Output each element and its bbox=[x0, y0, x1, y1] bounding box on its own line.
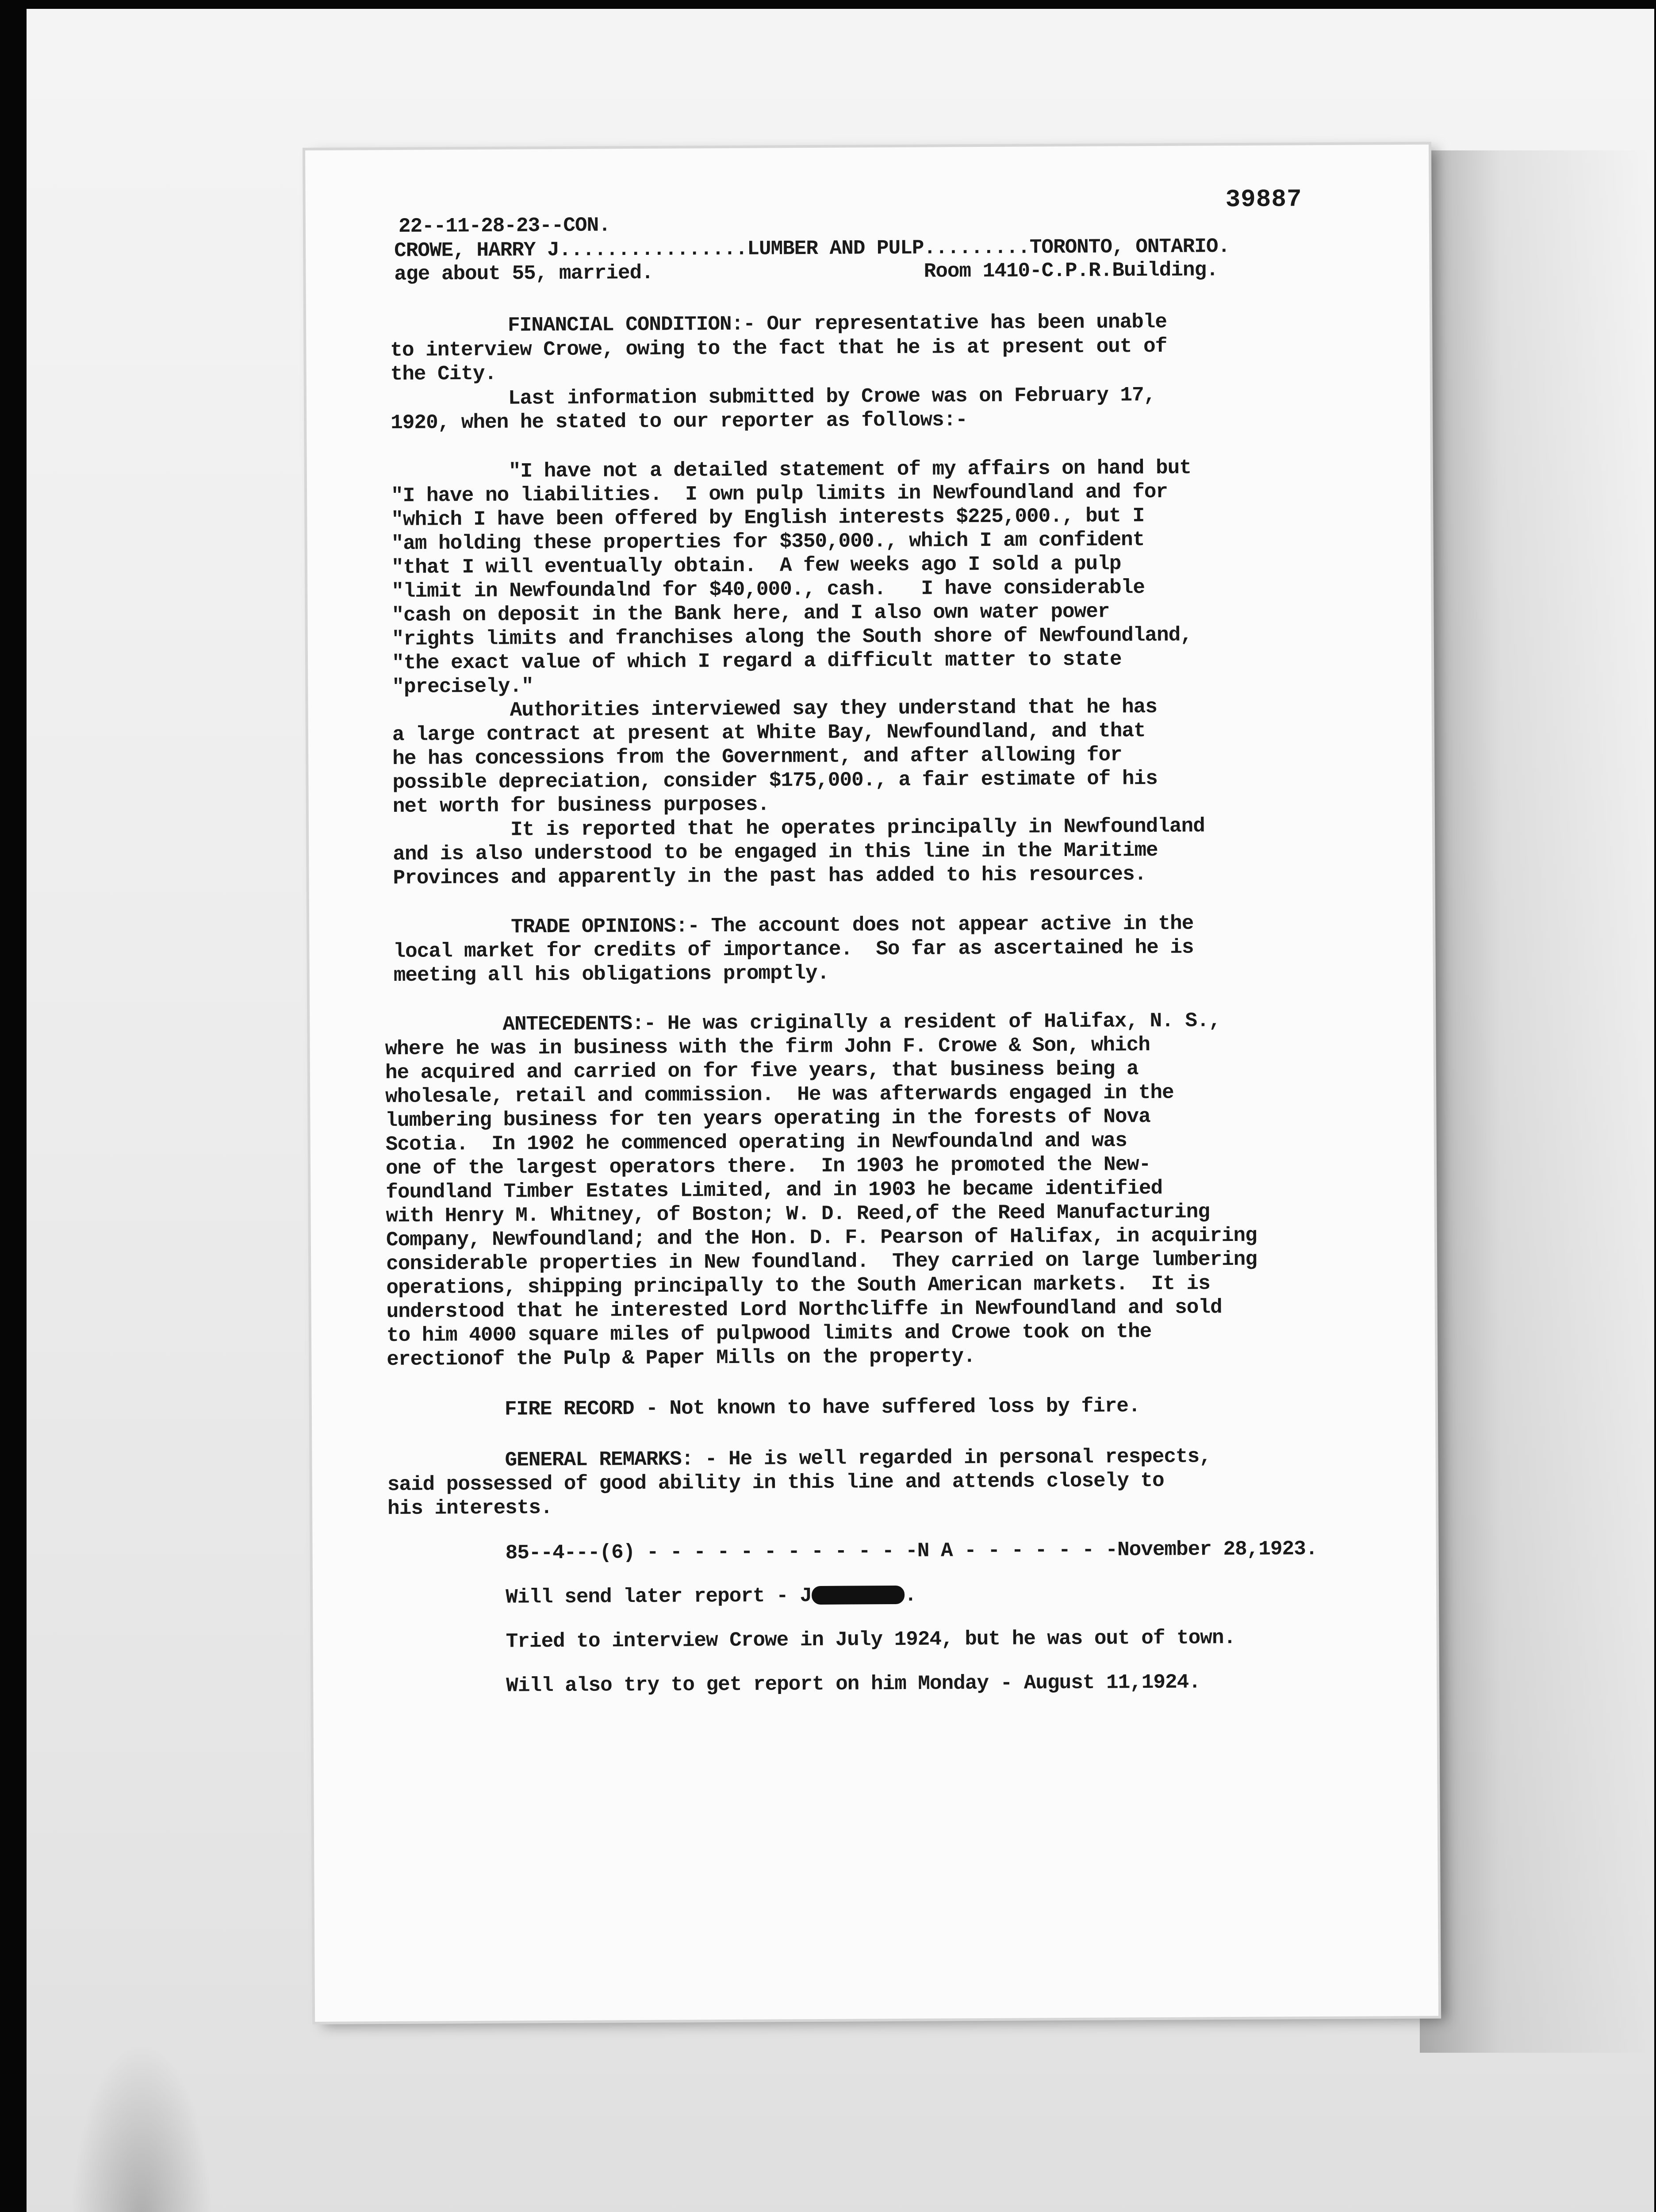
document-line: FIRE RECORD - Not known to have suffered loss by fire. bbox=[387, 1394, 1140, 1422]
document-line-text: Will send later report - J bbox=[387, 1584, 812, 1610]
document-line: "cash on deposit in the Bank here, and I also own water power bbox=[391, 600, 1110, 627]
document-line: possible depreciation, consider $175,000., a fair estimate of his bbox=[392, 767, 1158, 794]
document-line: It is reported that he operates principally in Newfoundland bbox=[392, 814, 1205, 842]
document-line: said possessed of good ability in this line and attends closely to bbox=[387, 1469, 1164, 1497]
document-line: operations, shipping principally to the South American markets. It is bbox=[386, 1272, 1210, 1300]
document-line: ANTECEDENTS:- He was criginally a resident of Halifax, N. S., bbox=[385, 1009, 1221, 1037]
document-line: considerable properties in New foundland. They carried on large lumbering bbox=[386, 1248, 1257, 1276]
document-line: local market for credits of importance. So far as ascertained he is bbox=[393, 936, 1194, 963]
document-line: 22--11-28-23--CON. bbox=[398, 214, 610, 238]
document-line: GENERAL REMARKS: - He is well regarded in personal respects, bbox=[387, 1445, 1211, 1473]
document-line: Scotia. In 1902 he commenced operating in Newfoundalnd and was bbox=[385, 1129, 1127, 1156]
document-line: and is also understood to be engaged in this line in the Maritime bbox=[393, 838, 1158, 866]
document-line: Will also try to get report on him Monday - August 11,1924. bbox=[388, 1671, 1201, 1698]
document-line: "I have no liabilities. I own pulp limits in Newfoundland and for bbox=[391, 480, 1168, 507]
document-line: Provinces and apparently in the past has added to his resources. bbox=[393, 863, 1146, 890]
document-line: Tried to interview Crowe in July 1924, but he was out of town. bbox=[388, 1626, 1236, 1654]
document-line: age about 55, married. Room 1410-C.P.R.Building. bbox=[394, 258, 1218, 286]
frame-shadow bbox=[1420, 150, 1650, 2053]
frame-shadow bbox=[71, 2044, 212, 2212]
document-line: "am holding these properties for $350,000., which I am confident bbox=[391, 528, 1145, 555]
document-line: "that I will eventually obtain. A few weeks ago I sold a pulp bbox=[391, 552, 1121, 579]
document-line: "rights limits and franchises along the South shore of Newfoundland, bbox=[391, 623, 1192, 651]
document-line: where he was in business with the firm John F. Crowe & Son, which bbox=[385, 1033, 1150, 1061]
document-line bbox=[388, 1585, 916, 1608]
document-line: wholesale, retail and commission. He was afterwards engaged in the bbox=[385, 1081, 1174, 1109]
document-line: his interests. bbox=[387, 1496, 552, 1521]
document-number: 39887 bbox=[1225, 185, 1302, 214]
document-line: Company, Newfoundland; and the Hon. D. F. Pearson of Halifax, in acquiring bbox=[386, 1224, 1257, 1252]
document-line: he acquired and carried on for five years, that business being a bbox=[385, 1057, 1138, 1085]
document-line: erectionof the Pulp & Paper Mills on the property. bbox=[387, 1345, 975, 1371]
typewritten-sheet bbox=[305, 145, 1438, 2022]
document-line: FINANCIAL CONDITION:- Our representative has been unable bbox=[390, 310, 1167, 338]
document-line: a large contract at present at White Bay, Newfoundland, and that bbox=[392, 719, 1146, 746]
document-line: CROWE, HARRY J................LUMBER AND PULP.........TORONTO, ONTARIO. bbox=[394, 235, 1230, 262]
document-line: 1920, when he stated to our reporter as follows:- bbox=[391, 408, 967, 434]
document-line: net worth for business purposes. bbox=[392, 793, 770, 818]
document-line: with Henry M. Whitney, of Boston; W. D. Reed,of the Reed Manufacturing bbox=[386, 1200, 1210, 1228]
document-line: Last information submitted by Crowe was on February 17, bbox=[390, 383, 1156, 411]
document-line: lumbering business for ten years operating in the forests of Nova bbox=[385, 1105, 1150, 1133]
document-line-text: . bbox=[904, 1583, 916, 1607]
sheet-text bbox=[305, 145, 1438, 2022]
document-line: the City. bbox=[390, 362, 497, 386]
document-line: "which I have been offered by English interests $225,000., but I bbox=[391, 504, 1145, 531]
document-line: understood that he interested Lord Northcliffe in Newfoundland and sold bbox=[386, 1296, 1222, 1324]
redaction-mark bbox=[812, 1586, 905, 1605]
document-line: 85--4---(6) - - - - - - - - - - - -N A - - - - - - -November 28,1923. bbox=[387, 1537, 1318, 1566]
document-line: he has concessions from the Government, and after allowing for bbox=[392, 743, 1122, 770]
document-line: "precisely." bbox=[392, 675, 533, 699]
document-line: Authorities interviewed say they understand that he has bbox=[392, 695, 1158, 722]
document-line: to interview Crowe, owing to the fact that he is at present out of bbox=[390, 334, 1167, 362]
document-line: one of the largest operators there. In 1903 he promoted the New- bbox=[385, 1153, 1151, 1180]
document-line: TRADE OPINIONS:- The account does not appear active in the bbox=[393, 912, 1194, 939]
document-line: foundland Timber Estates Limited, and in 1903 he became identified bbox=[386, 1176, 1163, 1204]
document-line: "I have not a detailed statement of my affairs on hand but bbox=[391, 456, 1192, 484]
document-line: to him 4000 square miles of pulpwood limits and Crowe took on the bbox=[386, 1320, 1152, 1348]
document-line: "limit in Newfoundalnd for $40,000., cash. I have considerable bbox=[391, 576, 1145, 603]
document-line: "the exact value of which I regard a difficult matter to state bbox=[391, 648, 1122, 675]
document-line: meeting all his obligations promptly. bbox=[393, 961, 829, 987]
